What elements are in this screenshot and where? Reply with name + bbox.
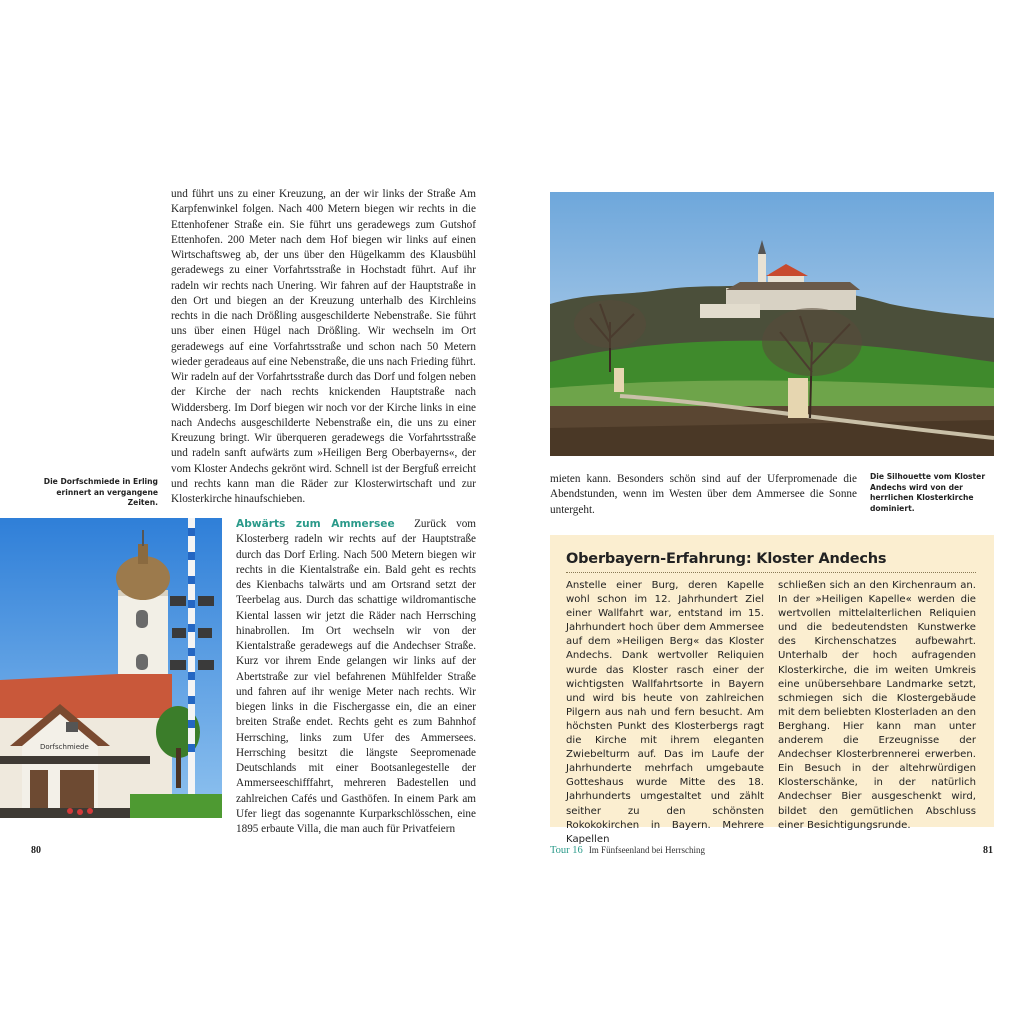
dorfschmiede-sign: Dorfschmiede — [40, 743, 89, 751]
info-box-divider — [566, 572, 976, 573]
right-body-text: mieten kann. Besonders schön sind auf der Uferpromenade die Abendstunden, wenn im Westen über dem Ammersee die Sonne untergeht. — [550, 473, 857, 516]
page-number-left: 80 — [31, 845, 41, 856]
info-box-columns — [566, 579, 976, 847]
kloster-andechs-photo — [550, 192, 994, 456]
left-paragraph-3: Zurück vom Klosterberg radeln wir rechts auf der Hauptstraße durch das Dorf Erling. Nach 500 Metern biegen wir rechts in die Kientalstraße ein. Bald geht es rechts des Kienbachs talwärts und am Ortsrand setzt der Teerbelag aus. Durch das schattige wildromantische Kiental lassen wir jetzt die Räder nach Herrsching hinabrollen. Im Ort wechseln wir von der Kientalstraße geradewegs auf die Andechser Straße. Kurz vor ihrem Ende gelangen wir links auf der Abertstraße zur viel befahrenen Mühlfelder Straße und fahren auf ihr wenige Meter nach rechts. Wir biegen links in die Fischergasse ein, die an einer breiten Straße endet. Rechts geht es zum Bahnhof Herrsching, links zum Ufer des Ammersees. Herrsching besitzt die längste Seepromenade Deutschlands mit einer Bootsanlegestelle der Ammerseeschifffahrt, mehreren Badestellen und zahlreichen Cafés und Gasthöfen. In einem Park am Ufer liegt das sogenannte Kurparkschlösschen, eine 1895 erbaute Villa, die man auch für Privatfeiern — [236, 518, 476, 835]
dorfschmiede-illustration — [0, 518, 222, 818]
page-number-right: 81 — [983, 845, 993, 856]
left-paragraph-2: Wir radeln auf der Vorfahrtsstraße durch das Dorf und folgen neben der Kirche der nach rechts knickenden Hauptstraße nach Widdersberg. Im Dorf biegen wir noch vor der Kirche links in eine nach Andechs ausgeschilderte Nebenstraße ein, die uns zu einer Kreuzung bringt. Wir überqueren geradewegs die Vorfahrtsstraße und radeln sanft aufwärts zum »Heiligen Berg Oberbayerns«, der vom Kloster Andechs gekrönt wird. Schnell ist der Bergfuß erreicht und rechts kann man die Räder zur Klosterwirtschaft und zur Klosterkirche hinaufschieben. — [171, 371, 476, 505]
footer-tour-number: Tour 16 — [550, 845, 583, 856]
footer-running-head — [550, 845, 705, 856]
footer-tour-title: Im Fünfseenland bei Herrsching — [588, 845, 706, 855]
left-photo-caption: Die Dorfschmiede in Erling erinnert an vergangene Zeiten. — [43, 477, 158, 507]
kloster-andechs-illustration — [550, 192, 994, 456]
left-paragraph-1: und führt uns zu einer Kreuzung, an der wir links der Straße Am Karpfenwinkel folgen. Nach 400 Metern biegen wir rechts in die Ettenhofener Straße ein. Sie führt uns geradewegs zum Gutshof Ettenhofen. 200 Meter nach dem Hof biegen wir links auf einen Wirtschaftsweg ab, der uns über den Hügelkamm des Klausbühl geradewegs zu einer Vorfahrtsstraße in Hochstadt führt. Auf ihr radeln wir rechts nach Unering. Wir fahren auf der Hauptstraße in den Ort und biegen an der Kreuzung unterhalb des Kirchleins rechts in die nach Drößling ausgeschilderte Nebenstraße. Sie führt uns über einen Hügel nach Drößling. Wir wechseln im Ort geradewegs auf eine Vorfahrtsstraße und schon nach 50 Metern wieder geradeaus auf eine Nebenstraße, die uns nach Frieding führt. — [171, 188, 476, 368]
dorfschmiede-photo — [0, 518, 222, 818]
section-subhead: Abwärts zum Ammersee — [236, 518, 395, 530]
left-body-text-bottom — [236, 517, 476, 837]
info-box-column-1: Anstelle einer Burg, deren Kapelle wohl schon im 12. Jahrhundert Ziel einer Wallfahrt war, entstand im 15. Jahrhundert hoch über dem Ammersee auf dem »Heiligen Berg« das Kloster Andechs. Dank wertvoller Reliquien wurde das Kloster rasch einer der wichtigsten Wallfahrtsorte in Bayern und wird bis heute von zahlreichen Pilgern aus nah und fern besucht. Am höchsten Punkt des Klosterbergs ragt die Kirche mit ihrem eleganten Zwiebelturm auf. Das im Laufe der Jahrhunderte mehrfach umgebaute Gotteshaus wurde Mitte des 18. Jahrhunderts umgestaltet und zählt seither zu den schönsten Rokokokirchen in Bayern. Mehrere Kapellen — [566, 580, 764, 845]
info-box-title: Oberbayern-Erfahrung: Kloster Andechs — [566, 551, 887, 567]
right-page — [512, 0, 1024, 1024]
info-box-column-2: schließen sich an den Kirchenraum an. In der »Heiligen Kapelle« werden die wertvollen mittelalterlichen Reliquien und die bedeutendsten Kunstwerke des Kirchenschatzes aufbewahrt. Unterhalb der hoch aufragenden Klosterkirche, die im weiten Umkreis eine unübersehbare Landmarke setzt, schmiegen sich die Klostergebäude mit dem beliebten Klosterladen an den Berghang. Hier kann man unter anderem die Erzeugnisse der Andechser Klosterbrennerei erwerben. Ein Besuch in der altehrwürdigen Klosterschänke, in der natürlich Andechser Bier ausgeschenkt wird, bildet den gemütlichen Abschluss einer Besichtigungsrunde. — [778, 580, 976, 831]
right-photo-caption: Die Silhouette vom Kloster Andechs wird von der herrlichen Klosterkirche dominiert. — [870, 472, 986, 513]
info-box — [550, 535, 994, 845]
left-body-text-top — [171, 187, 476, 507]
